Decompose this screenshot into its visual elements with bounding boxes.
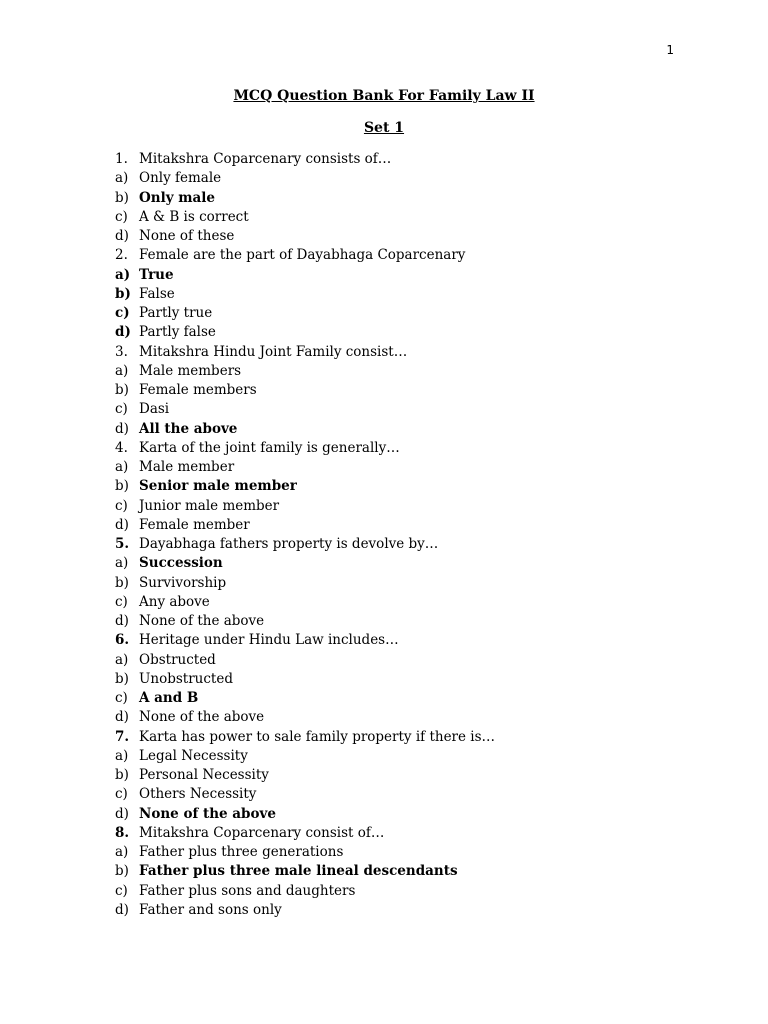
option-letter: c) xyxy=(115,208,128,225)
option-letter: c) xyxy=(115,497,128,514)
question-number: 4. xyxy=(115,439,128,456)
option-row xyxy=(115,381,675,400)
option-letter: c) xyxy=(115,401,128,418)
document-title: MCQ Question Bank For Family Law II xyxy=(233,88,535,104)
option-row xyxy=(115,612,675,631)
option-text: Female member xyxy=(139,516,250,533)
question-number: 6. xyxy=(115,632,130,649)
option-text: Only female xyxy=(139,170,222,187)
option-row xyxy=(115,285,675,304)
option-letter: b) xyxy=(115,670,129,687)
page-number: 1 xyxy=(666,43,674,57)
option-row xyxy=(115,323,675,342)
option-letter: d) xyxy=(115,516,129,533)
option-text: Junior male member xyxy=(139,497,280,514)
option-letter: a) xyxy=(115,459,129,475)
option-row xyxy=(115,266,675,285)
option-letter: a) xyxy=(115,747,129,764)
option-row xyxy=(115,689,675,708)
set-heading: Set 1 xyxy=(363,120,405,136)
option-letter: d) xyxy=(115,709,129,726)
option-letter: c) xyxy=(115,593,128,610)
option-letter: b) xyxy=(115,189,129,206)
question-text: Dayabhaga fathers property is devolve by… xyxy=(139,536,439,552)
correct-option-text: True xyxy=(139,266,174,283)
question-row xyxy=(115,246,675,265)
question-text: Female are the part of Dayabhaga Coparcenary xyxy=(139,247,466,264)
option-text: Male member xyxy=(139,459,235,475)
option-row xyxy=(115,862,675,881)
question-text: Heritage under Hindu Law includes… xyxy=(139,632,399,649)
question-list xyxy=(115,150,675,920)
question-number: 5. xyxy=(115,536,130,552)
correct-option-text: A and B xyxy=(139,690,199,706)
option-letter: d) xyxy=(115,324,131,341)
option-letter: b) xyxy=(115,863,129,880)
option-row xyxy=(115,805,675,824)
option-row xyxy=(115,554,675,573)
option-letter: a) xyxy=(115,362,129,379)
option-letter: b) xyxy=(115,478,129,495)
option-letter: d) xyxy=(115,901,129,918)
option-letter: a) xyxy=(115,651,129,668)
option-row xyxy=(115,516,675,535)
option-letter: a) xyxy=(115,844,129,860)
option-text: Father and sons only xyxy=(139,901,282,918)
correct-option-text: None of the above xyxy=(139,805,276,822)
option-row xyxy=(115,304,675,323)
option-text: Partly true xyxy=(139,305,213,321)
option-row xyxy=(115,362,675,381)
question-number: 8. xyxy=(115,824,130,841)
correct-option-text: Senior male member xyxy=(139,478,297,495)
option-row xyxy=(115,189,675,208)
option-row xyxy=(115,400,675,419)
question-number: 2. xyxy=(115,247,128,264)
option-text: Others Necessity xyxy=(139,786,257,803)
question-row xyxy=(115,439,675,458)
question-number: 7. xyxy=(115,728,130,745)
question-number: 3. xyxy=(115,343,128,360)
option-row xyxy=(115,670,675,689)
option-text: Legal Necessity xyxy=(139,747,248,764)
option-text: Unobstructed xyxy=(139,670,233,687)
option-row xyxy=(115,169,675,188)
option-row xyxy=(115,843,675,862)
option-letter: b) xyxy=(115,767,129,783)
option-letter: b) xyxy=(115,574,129,591)
question-row xyxy=(115,824,675,843)
option-row xyxy=(115,497,675,516)
option-row xyxy=(115,593,675,612)
question-text: Mitakshra Hindu Joint Family consist… xyxy=(139,343,408,360)
question-row xyxy=(115,631,675,650)
option-row xyxy=(115,227,675,246)
option-text: Dasi xyxy=(139,401,170,418)
option-text: None of the above xyxy=(139,709,265,726)
question-row xyxy=(115,343,675,362)
correct-option-text: Only male xyxy=(139,189,215,206)
option-row xyxy=(115,785,675,804)
option-letter: d) xyxy=(115,420,129,437)
correct-option-text: All the above xyxy=(139,420,238,437)
option-text: Father plus three generations xyxy=(139,844,344,860)
option-row xyxy=(115,708,675,727)
option-letter: b) xyxy=(115,285,131,302)
option-row xyxy=(115,882,675,901)
question-row xyxy=(115,150,675,169)
option-row xyxy=(115,477,675,496)
option-letter: c) xyxy=(115,882,128,899)
option-letter: d) xyxy=(115,613,129,629)
option-text: Survivorship xyxy=(139,574,227,591)
option-text: Partly false xyxy=(139,324,216,341)
option-letter: d) xyxy=(115,228,129,244)
option-row xyxy=(115,766,675,785)
option-text: None of the above xyxy=(139,613,265,629)
option-row xyxy=(115,458,675,477)
question-text: Mitakshra Coparcenary consists of… xyxy=(139,151,392,167)
option-text: Father plus sons and daughters xyxy=(139,882,356,899)
option-text: None of these xyxy=(139,228,235,244)
option-letter: c) xyxy=(115,786,128,803)
question-row xyxy=(115,728,675,747)
correct-option-text: Father plus three male lineal descendants xyxy=(139,863,458,880)
option-row xyxy=(115,208,675,227)
option-row xyxy=(115,747,675,766)
option-text: Obstructed xyxy=(139,651,216,668)
question-row xyxy=(115,535,675,554)
option-letter: d) xyxy=(115,805,129,822)
option-letter: a) xyxy=(115,555,129,572)
option-text: Any above xyxy=(139,593,210,610)
option-text: A & B is correct xyxy=(139,208,249,225)
option-row xyxy=(115,420,675,439)
question-number: 1. xyxy=(115,151,128,167)
option-text: False xyxy=(139,285,175,302)
option-letter: a) xyxy=(115,266,131,283)
option-letter: b) xyxy=(115,382,129,398)
correct-option-text: Succession xyxy=(139,555,223,572)
option-letter: a) xyxy=(115,170,129,187)
option-row xyxy=(115,901,675,920)
question-text: Mitakshra Coparcenary consist of… xyxy=(139,824,385,841)
question-text: Karta has power to sale family property if there is… xyxy=(139,728,496,745)
option-text: Female members xyxy=(139,382,257,398)
option-text: Male members xyxy=(139,362,242,379)
option-letter: c) xyxy=(115,305,130,321)
question-text: Karta of the joint family is generally… xyxy=(139,439,400,456)
option-row xyxy=(115,574,675,593)
option-letter: c) xyxy=(115,690,128,706)
option-text: Personal Necessity xyxy=(139,767,269,783)
option-row xyxy=(115,651,675,670)
